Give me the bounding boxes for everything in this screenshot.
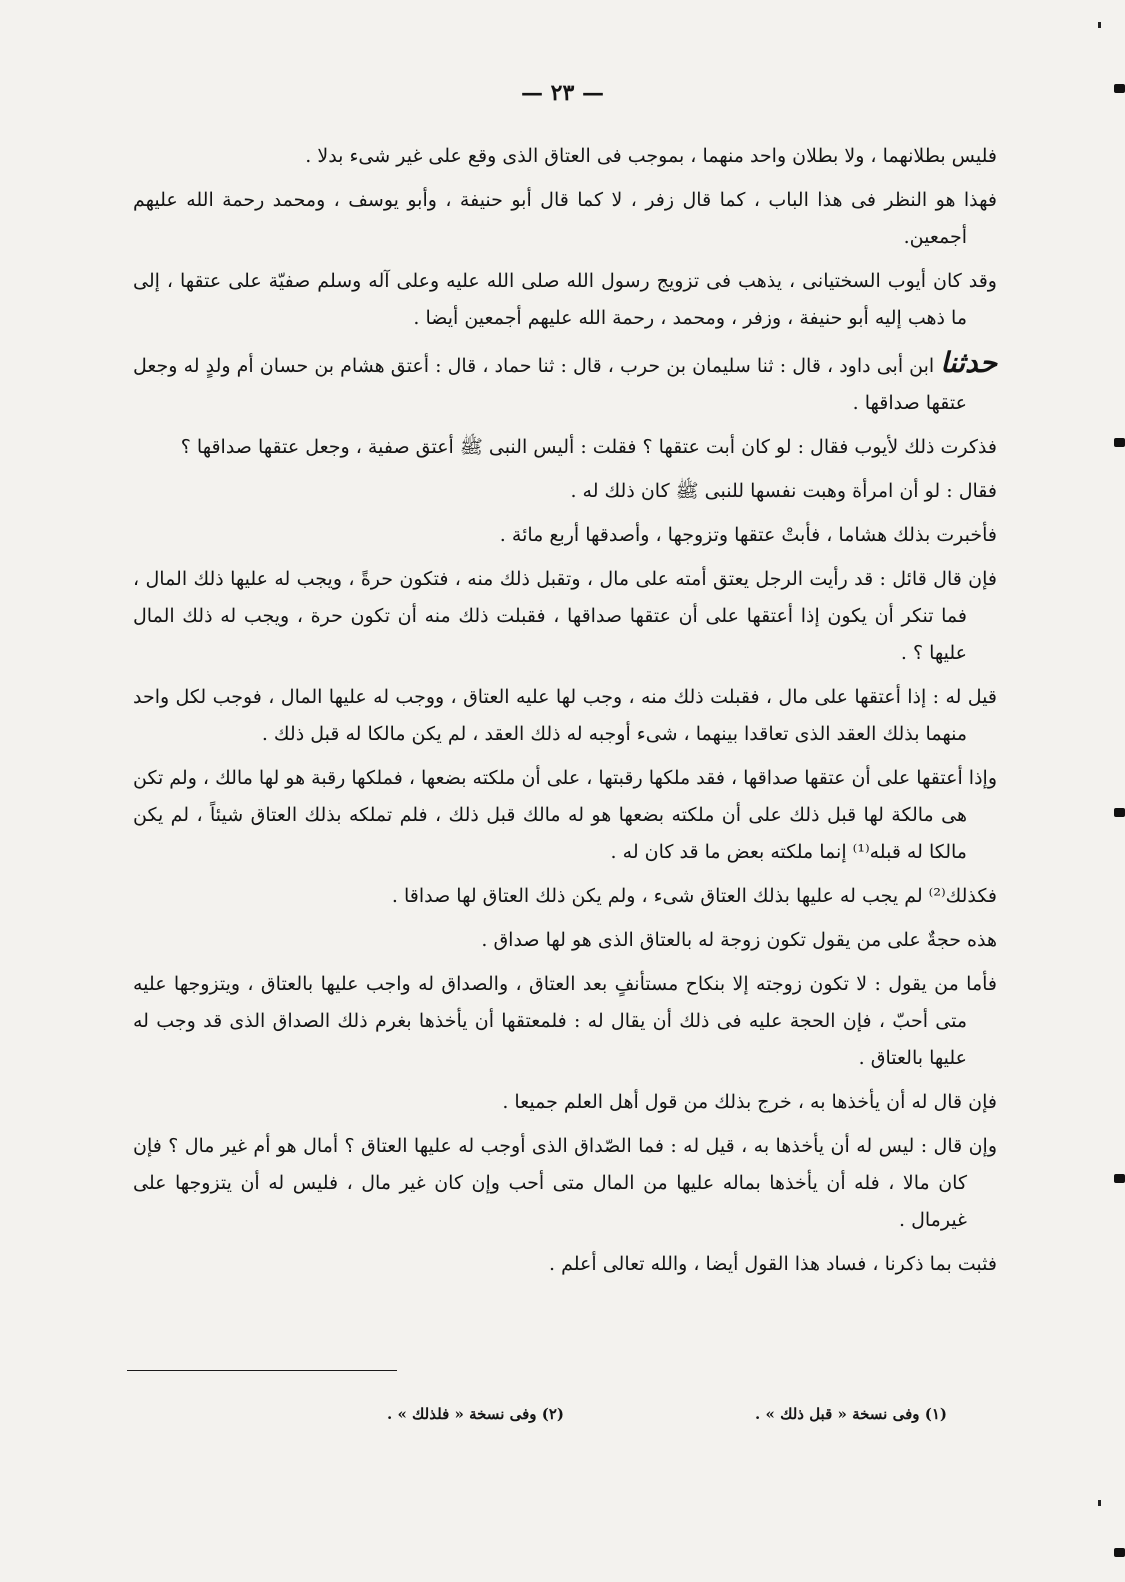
paragraph: فهذا هو النظر فى هذا الباب ، كما قال زفر ، لا كما قال أبو حنيفة ، وأبو يوسف ، ومحمد رحمة الله عليهم أجمعين. (133, 189, 997, 248)
margin-ink-mark (1114, 1174, 1125, 1183)
paragraph: وقد كان أيوب السختيانى ، يذهب فى تزويج رسول الله صلى الله عليه وعلى آله وسلم صفيّة على عتقها ، إلى ما ذهب إليه أبو حنيفة ، وزفر ، ومحمد ، رحمة الله عليهم أجمعين أيضا . (133, 270, 997, 329)
paragraph: وإن قال : ليس له أن يأخذها به ، قيل له : فما الصّداق الذى أوجب له عليها العتاق ؟ أمال هو أم غير مال ؟ فإن كان مالا ، فله أن يأخذها بماله عليها من المال متى أحب وإن كان غير مال ، فليس له أن يتزوجها على غيرمال . (133, 1135, 997, 1231)
margin-ink-mark (1114, 808, 1125, 817)
paragraph: فكذلك⁽²⁾ لم يجب له عليها بذلك العتاق شىء ، ولم يكن ذلك العتاق لها صداقا . (391, 885, 997, 907)
paragraph (127, 344, 997, 422)
paragraph: فإن قال قائل : قد رأيت الرجل يعتق أمته على مال ، وتقبل ذلك منه ، فتكون حرةً ، ويجب له عليها ذلك المال ، فما تنكر أن يكون إذا أعتقها على أن عتقها صداقها ، فقبلت ذلك منه أن تكون حرة ، ويجب له ذلك المال عليها ؟ . (133, 568, 997, 664)
paragraph: قيل له : إذا أعتقها على مال ، فقبلت ذلك منه ، وجب لها عليه العتاق ، ووجب له عليها المال ، فوجب لكل واحد منهما بذلك العقد الذى تعاقدا بينهما ، شىء أوجبه له ذلك العقد ، لم يكن مالكا له قبل ذلك . (133, 686, 997, 745)
hadith-lead-word: حدثنا (940, 346, 997, 379)
footnote: (١) وفى نسخة « قبل ذلك » . (755, 1405, 947, 1423)
paragraph: هذه حجةٌ على من يقول تكون زوجة له بالعتاق الذى هو لها صداق . (481, 929, 997, 951)
body-text (127, 138, 997, 1290)
paragraph: فأخبرت بذلك هشاما ، فأبتْ عتقها وتزوجها ، وأصدقها أربع مائة . (499, 524, 997, 546)
margin-tick (1098, 1500, 1101, 1506)
footnotes (387, 1405, 947, 1423)
paragraph: فأما من يقول : لا تكون زوجته إلا بنكاح مستأنفٍ بعد العتاق ، والصداق له واجب عليها بالعتاق ، ويتزوجها عليه متى أحبّ ، فإن الحجة عليه فى ذلك أن يقال له : فلمعتقها أن يأخذها بغرم ذلك الصداق الذى قد وجب له عليها بالعتاق . (133, 973, 997, 1069)
paragraph: وإذا أعتقها على أن عتقها صداقها ، فقد ملكها رقبتها ، على أن ملكته بضعها ، فملكها رقبة هو لها مالك ، ولم تكن هى مالكة لها قبل ذلك على أن ملكته بضعها هو له مالك قبل ذلك ، فلم تملكه بذلك العتاق شيئاً ، لم يكن مالكا له قبله⁽¹⁾ إنما ملكته بعض ما قد كان له . (133, 767, 997, 863)
paragraph: فقال : لو أن امرأة وهبت نفسها للنبى ﷺ كان ذلك له . (570, 480, 997, 502)
margin-ink-mark (1114, 438, 1125, 447)
paragraph-text: ابن أبى داود ، قال : ثنا سليمان بن حرب ، قال : ثنا حماد ، قال : أعتق هشام بن حسان أم ولدٍ له وجعل عتقها صداقها . (133, 355, 967, 414)
footnote-rule (127, 1370, 397, 1371)
margin-ink-mark (1114, 84, 1125, 93)
paragraph: فإن قال له أن يأخذها به ، خرج بذلك من قول أهل العلم جميعا . (502, 1091, 997, 1113)
paragraph: فذكرت ذلك لأيوب فقال : لو كان أبت عتقها ؟ فقلت : أليس النبى ﷺ أعتق صفية ، وجعل عتقها صداقها ؟ (180, 436, 997, 458)
footnote: (٢) وفى نسخة « فلذلك » . (387, 1405, 564, 1423)
paragraph: فليس بطلانهما ، ولا بطلان واحد منهما ، بموجب فى العتاق الذى وقع على غير شىء بدلا . (305, 145, 997, 167)
margin-tick (1098, 22, 1101, 28)
paragraph: فثبت بما ذكرنا ، فساد هذا القول أيضا ، والله تعالى أعلم . (549, 1253, 997, 1275)
page-number: — ٢٣ — (521, 80, 604, 106)
margin-ink-mark (1114, 1548, 1125, 1557)
